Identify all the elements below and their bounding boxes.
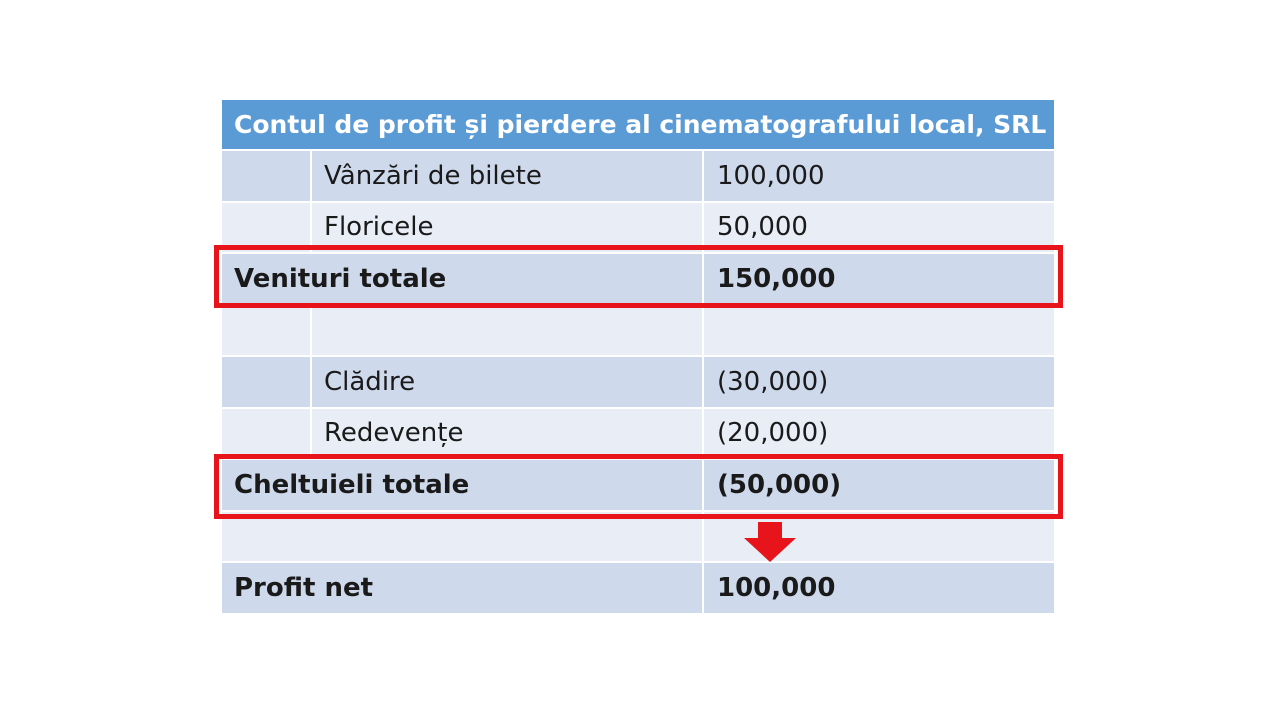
table-row-spacer — [222, 304, 1054, 356]
table-row-popcorn — [222, 201, 1054, 253]
row-value: (50,000) — [704, 460, 1054, 510]
row-label — [312, 306, 704, 356]
table-row-net-profit — [222, 561, 1054, 613]
table-row-ticket-sales — [222, 149, 1054, 201]
row-label: Cheltuieli totale — [222, 460, 704, 510]
row-value: (20,000) — [704, 409, 1054, 459]
row-label: Vânzări de bilete — [312, 151, 704, 201]
indent-cell — [222, 357, 312, 407]
profit-loss-table — [222, 100, 1054, 613]
row-value: 100,000 — [704, 151, 1054, 201]
row-value: 50,000 — [704, 203, 1054, 253]
indent-cell — [222, 151, 312, 201]
row-label: Redevențe — [312, 409, 704, 459]
table-title: Contul de profit și pierdere al cinematografului local, SRL — [222, 100, 1054, 149]
row-label: Profit net — [222, 563, 704, 613]
row-value: 150,000 — [704, 254, 1054, 304]
table-row-total-revenue — [222, 252, 1054, 304]
row-label: Clădire — [312, 357, 704, 407]
table-row-royalties — [222, 407, 1054, 459]
row-value: (30,000) — [704, 357, 1054, 407]
table-row-total-expenses — [222, 458, 1054, 510]
indent-cell — [222, 306, 312, 356]
indent-cell — [222, 409, 312, 459]
row-label — [222, 512, 704, 562]
row-label: Venituri totale — [222, 254, 704, 304]
indent-cell — [222, 203, 312, 253]
row-value: 100,000 — [704, 563, 1054, 613]
table-row-building — [222, 355, 1054, 407]
table-row-spacer — [222, 510, 1054, 562]
row-label: Floricele — [312, 203, 704, 253]
row-value — [704, 306, 1054, 356]
arrow-down-icon — [744, 522, 796, 562]
